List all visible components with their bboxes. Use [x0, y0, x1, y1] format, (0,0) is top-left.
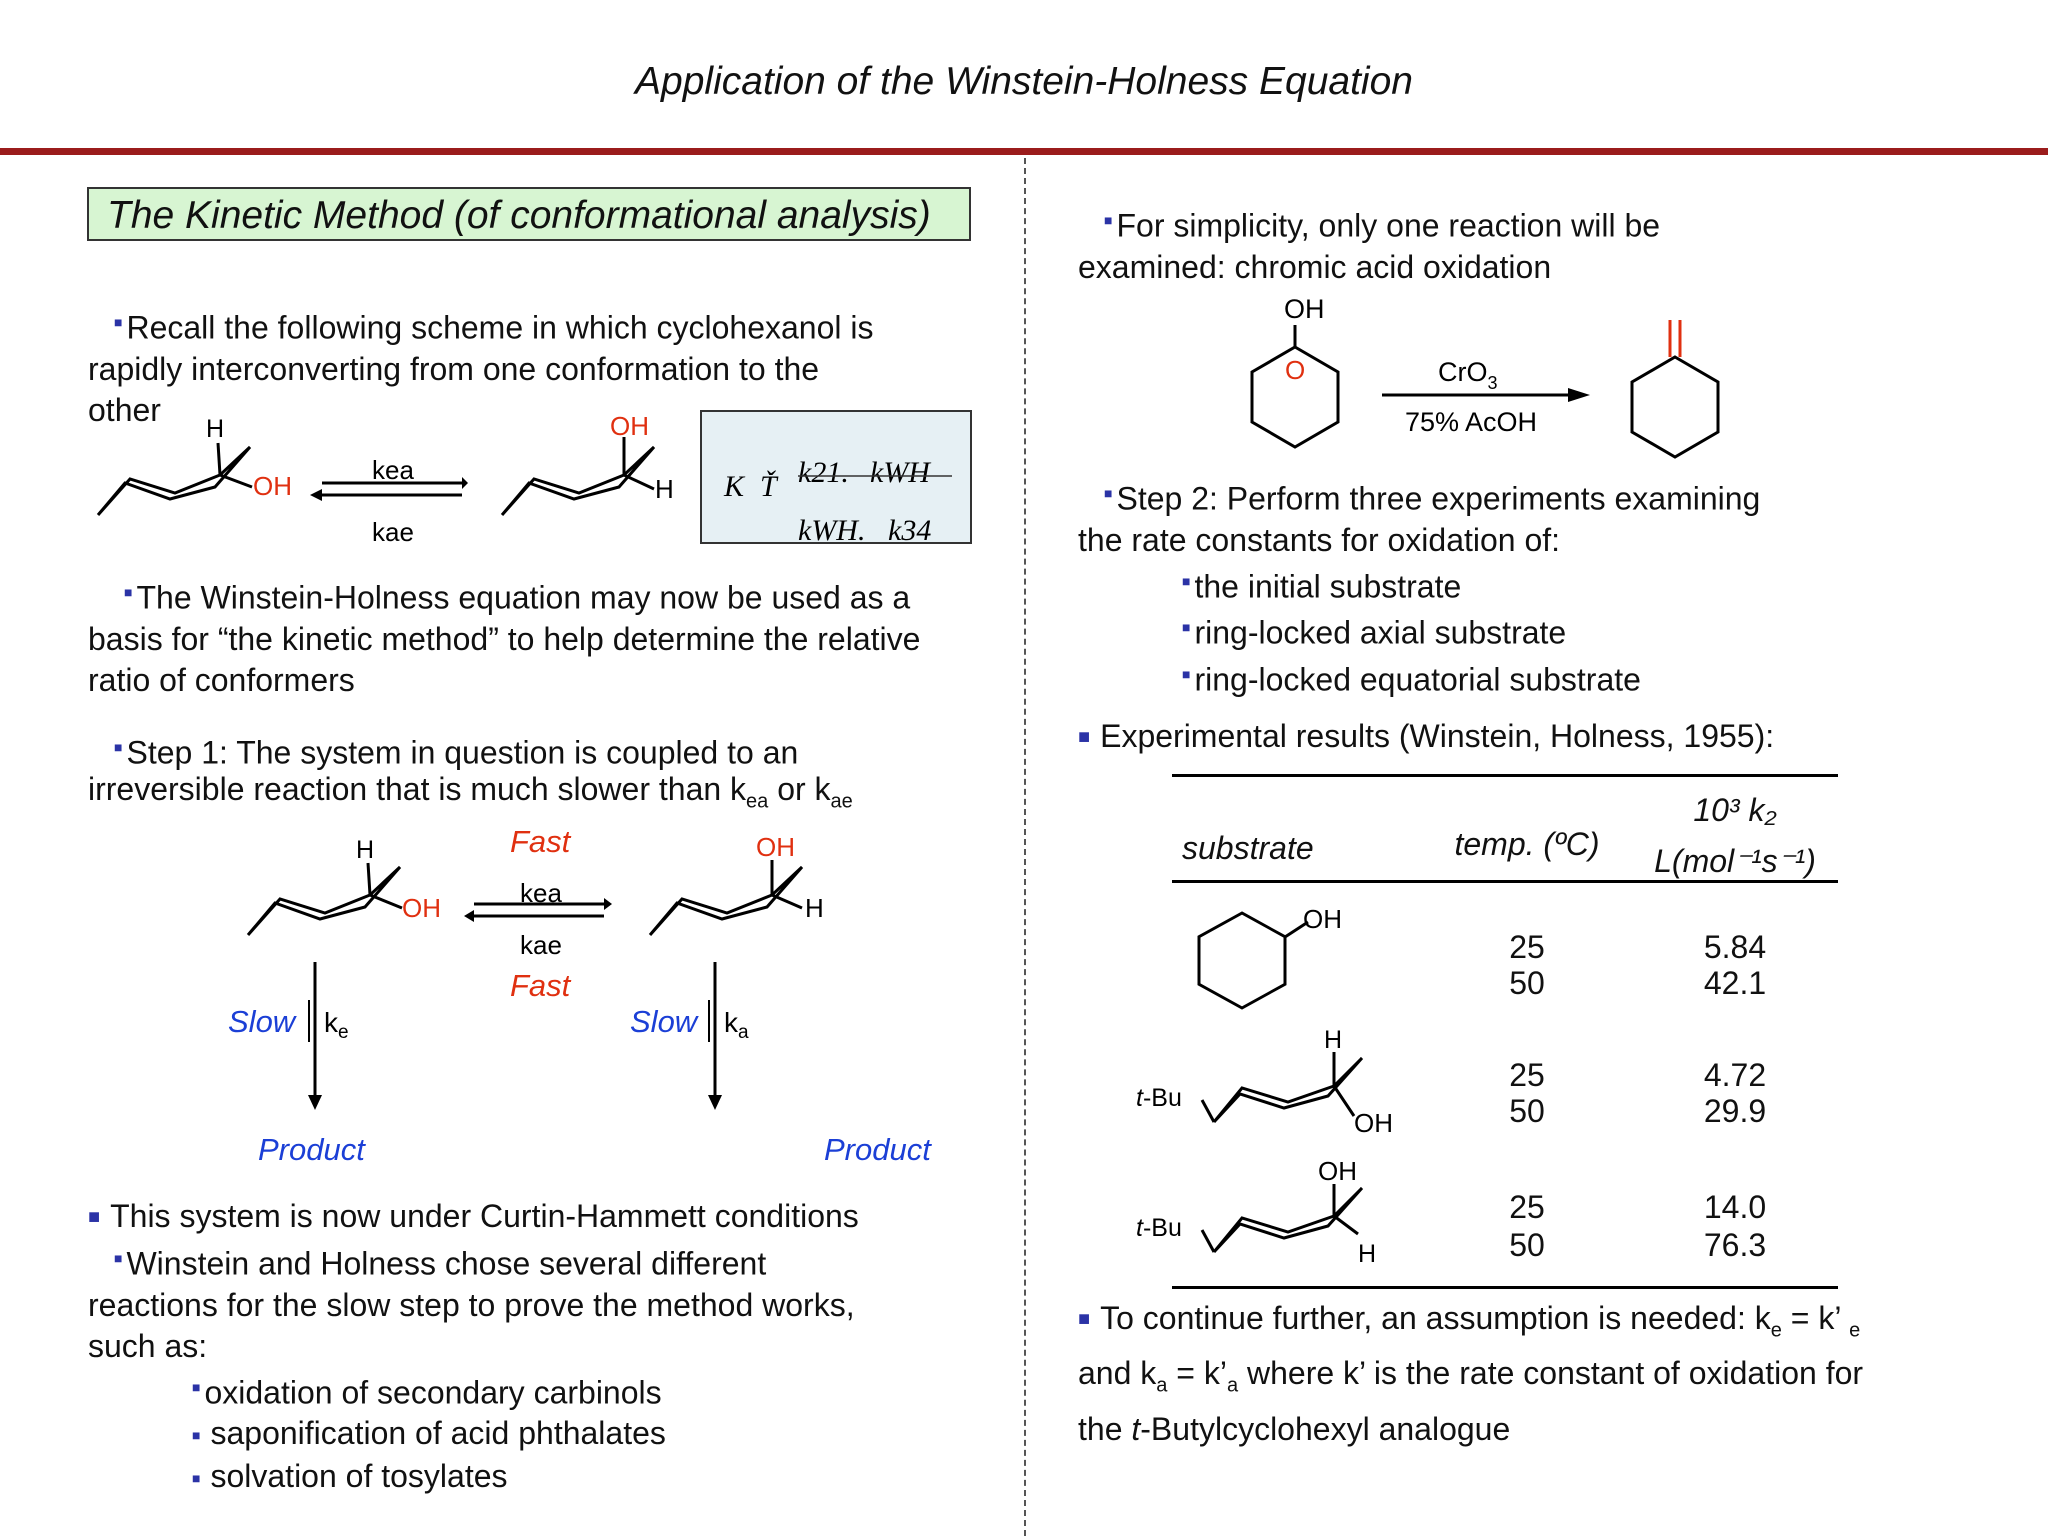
equatorial-bond-left [220, 475, 252, 487]
bullet-icon: ■ [124, 584, 133, 600]
section-title-box: The Kinetic Method (of conformational analysis) [87, 187, 971, 241]
bullet-icon: ■ [114, 1250, 123, 1266]
bullet-icon: ■ [1182, 619, 1191, 636]
assumption-paragraph: ■ To continue further, an assumption is needed: $k_e = k$’ $_e$ and $k_a$ = $k’_a$ where k’ is the rate constant of oxidation for the t-Butylcyclohexyl analogue [1078, 1300, 1864, 1447]
row3-tbu: t-Bu [1136, 1214, 1182, 1242]
row2-temps: 25 50 [1509, 1057, 1545, 1129]
recall-line-1: Recall the following scheme in which cyclohexanol is [126, 309, 874, 346]
svg-text:OH: OH [402, 893, 441, 923]
conditions-label: 75% AcOH [1405, 407, 1538, 437]
structure-cyclohexanol [1192, 902, 1392, 1022]
equilibrium-constant-box [700, 410, 972, 544]
label-h-right: H [655, 474, 674, 504]
column-divider [1024, 158, 1026, 1536]
bullet-icon: ■ [192, 1427, 201, 1444]
bullet-icon: ■ [1182, 572, 1191, 589]
bullet-icon: ■ [192, 1470, 201, 1487]
bullet-icon: ■ [1104, 485, 1113, 501]
bullet-icon: ■ [1078, 726, 1091, 748]
bullet-icon: ■ [1182, 665, 1191, 682]
bullet-icon: ■ [192, 1378, 201, 1395]
bullet-icon: ■ [114, 739, 123, 755]
svg-text:kae: kae [520, 930, 562, 960]
label-oh-right: OH [610, 411, 649, 441]
example-1: oxidation of secondary carbinols [204, 1374, 662, 1411]
recall-line-2: rapidly interconverting from one conformation to the [88, 350, 820, 387]
svg-text:OH: OH [756, 832, 795, 862]
ke-label: $k_e$ [324, 1007, 349, 1043]
bullet-icon: ■ [114, 314, 123, 330]
chair-right [502, 447, 654, 515]
results-table [1136, 772, 1840, 1292]
header-temp: temp. (ºC) [1454, 826, 1600, 862]
results-heading: ■ Experimental results (Winstein, Holness, 1955): [1078, 718, 1775, 754]
row1-temps: 25 50 [1509, 929, 1545, 1001]
fast-top-label: Fast [510, 824, 571, 859]
kae-label: kae [372, 517, 414, 547]
bullet-icon: ■ [1104, 212, 1113, 228]
bullet-icon: ■ [88, 1206, 101, 1228]
k-symbol: K [724, 470, 745, 503]
header-k2-top: 10³ k₂ [1693, 792, 1777, 828]
row2-tbu: t-Bu [1136, 1084, 1182, 1112]
reactant-o: O [1285, 355, 1306, 385]
k-num-1: k21. [798, 456, 849, 489]
svg-text:H: H [356, 836, 375, 864]
header-rule [0, 148, 2048, 155]
cyclohexanone-ring [1632, 357, 1718, 457]
kea-label: kea [372, 455, 414, 485]
row1-oh: OH [1303, 904, 1342, 934]
reagent-label: CrO$_3$ [1438, 357, 1498, 393]
row2-h: H [1324, 1026, 1343, 1054]
row2-k2: 4.72 29.9 [1703, 1057, 1767, 1129]
wh-paragraph: ■ The Winstein-Holness equation may now be used as a basis for “the kinetic method” to help determine the relative ratio of conformers [88, 579, 921, 698]
conformer-equilibrium-scheme [90, 405, 690, 565]
structure-axial-oh [1132, 1022, 1452, 1152]
fast-bottom-label: Fast [510, 968, 571, 1003]
k-den-1: kWH. [798, 514, 866, 546]
svg-text:H: H [805, 893, 824, 923]
step1-paragraph: ■ Step 1: The system in question is coupled to an irreversible reaction that is much slower than $k_{ea}$ or $k_{ae}$ [88, 734, 853, 813]
label-h-left: H [206, 415, 225, 443]
structure-equatorial-oh [1132, 1154, 1452, 1284]
row1-k2: 5.84 42.1 [1703, 929, 1767, 1001]
row3-h: H [1358, 1240, 1377, 1268]
slow-left-label: Slow [228, 1004, 296, 1039]
example-3: solvation of tosylates [210, 1458, 508, 1495]
label-oh-left: OH [253, 471, 292, 501]
product-right-label: Product [824, 1132, 931, 1167]
row3-temps: 25 50 [1509, 1189, 1545, 1263]
reactant-oh: OH [1284, 294, 1325, 324]
k-den-2: k34 [888, 514, 932, 546]
curtin-hammett-scheme [220, 820, 980, 1170]
row3-oh: OH [1318, 1156, 1357, 1186]
svg-text:kea: kea [520, 878, 562, 908]
simplicity-paragraph: ■ For simplicity, only one reaction will be examined: chromic acid oxidation [1078, 207, 1661, 285]
example-2: saponification of acid phthalates [210, 1415, 666, 1452]
recall-line-3: other [88, 391, 161, 428]
row2-oh: OH [1354, 1108, 1393, 1138]
step2-paragraph: ■ Step 2: Perform three experiments examining the rate constants for oxidation of: ■ the initial substrate ■ ring-locked axial substrate ■ ring-locked equatorial substrate [1078, 480, 1761, 698]
ka-label: $k_a$ [724, 1007, 749, 1043]
approx-symbol: Ť [760, 470, 777, 503]
product-left-label: Product [258, 1132, 365, 1167]
bullet-icon: ■ [1078, 1308, 1091, 1330]
axial-bond-left [218, 443, 220, 475]
page-title: Application of the Winstein-Holness Equation [635, 60, 1413, 103]
oxidation-reaction [1230, 285, 1750, 465]
chair-left [98, 447, 250, 515]
slow-right-label: Slow [630, 1004, 698, 1039]
header-substrate: substrate [1182, 830, 1314, 866]
k-num-2: kWH [870, 456, 930, 489]
row3-k2: 14.0 76.3 [1703, 1189, 1767, 1263]
header-k2-bottom: L(mol⁻¹s⁻¹) [1654, 843, 1816, 879]
curtin-paragraph: ■ This system is now under Curtin-Hammett conditions ■ Winstein and Holness chose several different reactions for the slow step to prove the method works, such as: ■ oxidation of secondary carbinols ■ saponification of acid phthalates ■ solvation of tosylates [88, 1198, 859, 1495]
